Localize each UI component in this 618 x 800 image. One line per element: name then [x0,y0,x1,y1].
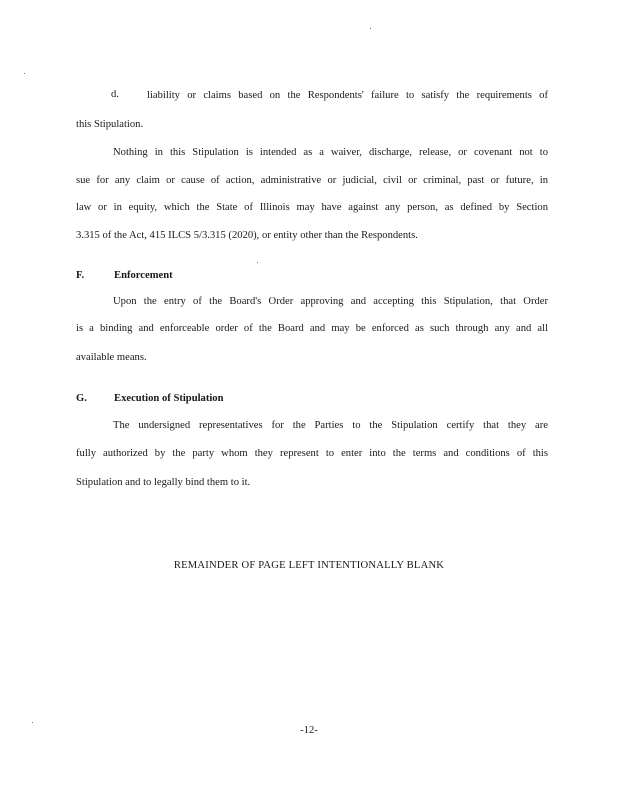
section-g-line-1: The undersigned representatives for the Parties to the Stipulation certify that they are [113,420,548,431]
item-d-line-1: liability or claims based on the Respondents' failure to satisfy the requirements of [147,90,548,101]
section-f-heading [76,270,173,281]
item-d-letter: d. [111,89,119,100]
page-number: -12- [300,725,318,736]
paragraph-nothing-line-3: law or in equity, which the State of Illinois may have against any person, as defined by Section [76,202,548,213]
section-f-line-3: available means. [76,352,147,363]
paragraph-nothing-line-1: Nothing in this Stipulation is intended as a waiver, discharge, release, or covenant not to [113,147,548,158]
section-f-letter: F. [76,270,85,281]
scan-speck [32,722,33,723]
remainder-notice: REMAINDER OF PAGE LEFT INTENTIONALLY BLANK [173,560,445,571]
section-f-line-2: is a binding and enforceable order of the Board and may be enforced as such through any and all [76,323,548,334]
section-g-title: Execution of Stipulation [114,393,224,404]
section-g-line-3: Stipulation and to legally bind them to it. [76,477,251,488]
section-g-heading [76,393,224,404]
section-f-title: Enforcement [114,270,173,281]
item-d-line-2: this Stipulation. [76,119,144,130]
scan-speck [24,73,25,74]
paragraph-nothing-line-4: 3.315 of the Act, 415 ILCS 5/3.315 (2020), or entity other than the Respondents. [76,230,418,241]
paragraph-nothing-line-2: sue for any claim or cause of action, administrative or judicial, civil or criminal, past or future, in [76,175,548,186]
scan-speck [370,28,371,29]
section-g-letter: G. [76,393,87,404]
section-f-line-1: Upon the entry of the Board's Order approving and accepting this Stipulation, that Order [113,296,548,307]
scan-speck [257,262,258,263]
section-g-line-2: fully authorized by the party whom they represent to enter into the terms and conditions of this [76,448,548,459]
